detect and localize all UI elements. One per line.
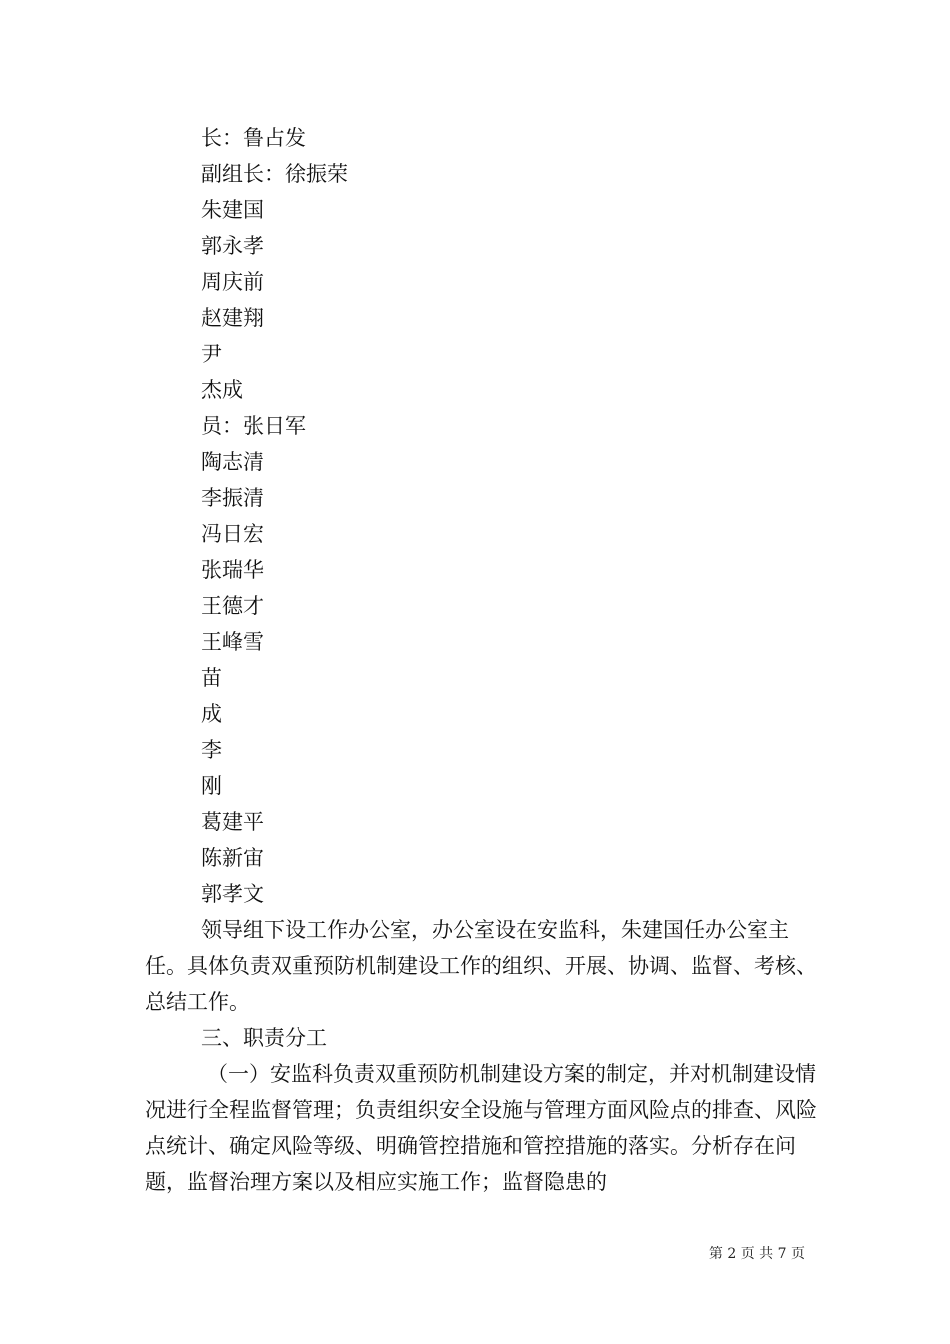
section-heading: 三、职责分工 [201, 1026, 327, 1050]
list-item: 朱建国 [201, 198, 264, 222]
list-item: 李振清 [201, 486, 264, 510]
list-item: 张瑞华 [201, 558, 264, 582]
list-item: 郭永孝 [201, 234, 264, 258]
member-list [201, 120, 348, 912]
list-item: 陈新宙 [201, 846, 264, 870]
list-item: 杰成 [201, 378, 243, 402]
list-item: 长：鲁占发 [201, 126, 306, 150]
list-item: 冯日宏 [201, 522, 264, 546]
list-item: 王峰雪 [201, 630, 264, 654]
list-item: 郭孝文 [201, 882, 264, 906]
list-item: 员：张日军 [201, 414, 306, 438]
document-body [145, 912, 825, 1200]
list-item: 副组长：徐振荣 [201, 162, 348, 186]
list-item: 赵建翔 [201, 306, 264, 330]
office-paragraph: 领导组下设工作办公室，办公室设在安监科，朱建国任办公室主任。具体负责双重预防机制建设工作的组织、开展、协调、监督、考核、总结工作。 [145, 918, 817, 1014]
list-item: 成 [201, 702, 222, 726]
list-item: 李 [201, 738, 222, 762]
list-item: 陶志清 [201, 450, 264, 474]
list-item: 周庆前 [201, 270, 264, 294]
list-item: 尹 [201, 342, 222, 366]
list-item: 葛建平 [201, 810, 264, 834]
duty-paragraph: （一）安监科负责双重预防机制建设方案的制定，并对机制建设情况进行全程监督管理；负责组织安全设施与管理方面风险点的排查、风险点统计、确定风险等级、明确管控措施和管控措施的落实。分析存在问题，监督治理方案以及相应实施工作；监督隐患的 [145, 1062, 817, 1194]
list-item: 王德才 [201, 594, 264, 618]
list-item: 苗 [201, 666, 222, 690]
list-item: 刚 [201, 774, 222, 798]
page-number: 第 2 页 共 7 页 [708, 1246, 805, 1262]
